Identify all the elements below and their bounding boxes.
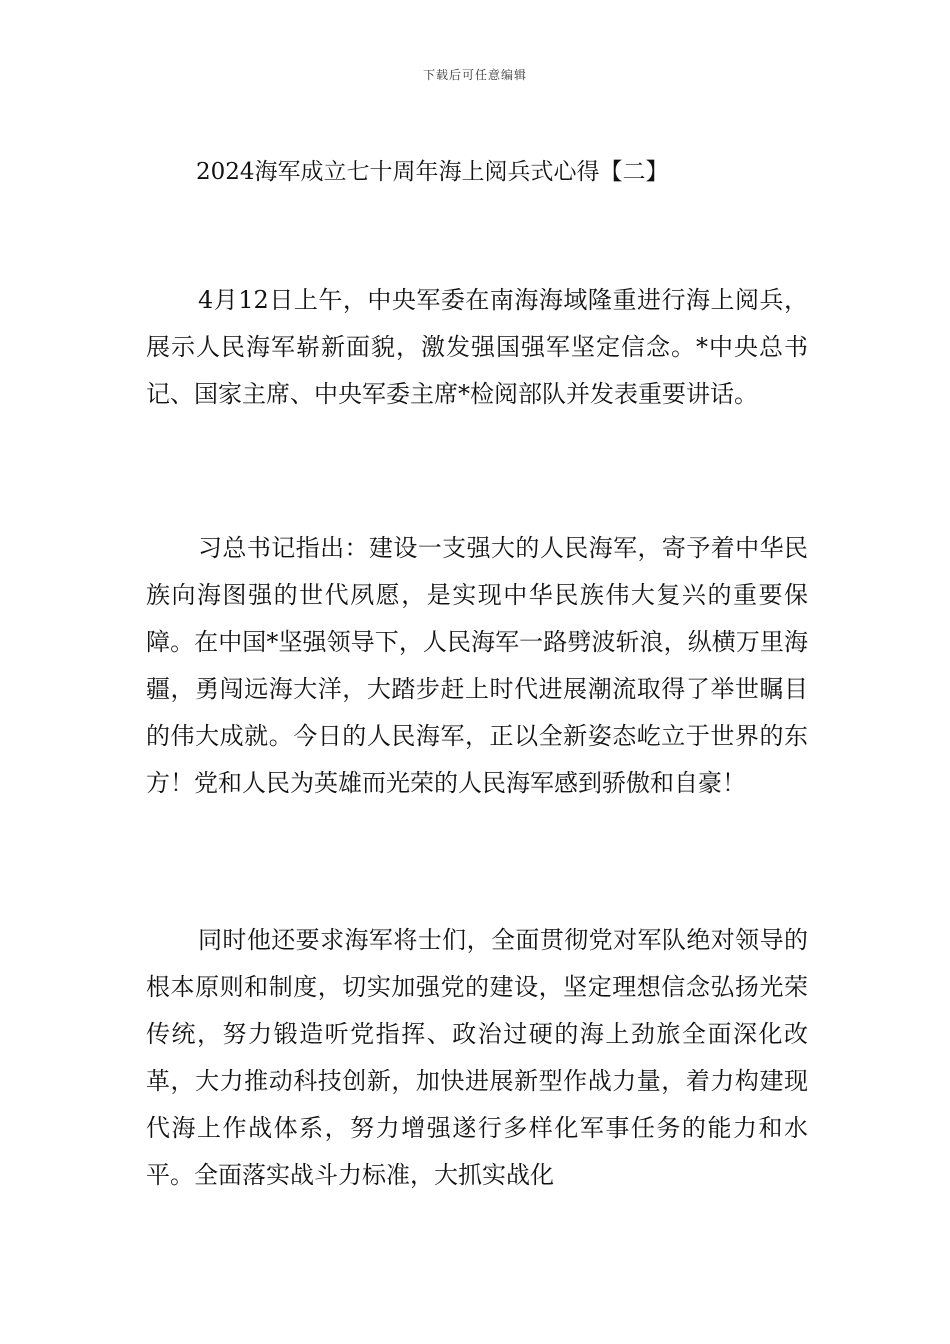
document-title: 2024海军成立七十周年海上阅兵式心得【二】: [196, 159, 669, 185]
header-note: 下载后可任意编辑: [422, 68, 527, 82]
paragraph-1: 4月12日上午，中央军委在南海海域隆重进行海上阅兵，展示人民海军崭新面貌，激发强国强军坚定信念。*中央总书记、国家主席、中央军委主席*检阅部队并发表重要讲话。: [146, 286, 808, 408]
paragraph-2: 习总书记指出：建设一支强大的人民海军，寄予着中华民族向海图强的世代夙愿，是实现中华民族伟大复兴的重要保障。在中国*坚强领导下，人民海军一路劈波斩浪，纵横万里海疆，勇闯远海大洋，大踏步赶上时代进展潮流取得了举世瞩目的伟大成就。今日的人民海军，正以全新姿态屹立于世界的东方！党和人民为英雄而光荣的人民海军感到骄傲和自豪！: [146, 534, 808, 797]
paragraph-3: 同时他还要求海军将士们，全面贯彻党对军队绝对领导的根本原则和制度，切实加强党的建设，坚定理想信念弘扬光荣传统，努力锻造听党指挥、政治过硬的海上劲旅全面深化改革，大力推动科技创新，加快进展新型作战力量，着力构建现代海上作战体系，努力增强遂行多样化军事任务的能力和水平。全面落实战斗力标准，大抓实战化: [146, 926, 808, 1189]
